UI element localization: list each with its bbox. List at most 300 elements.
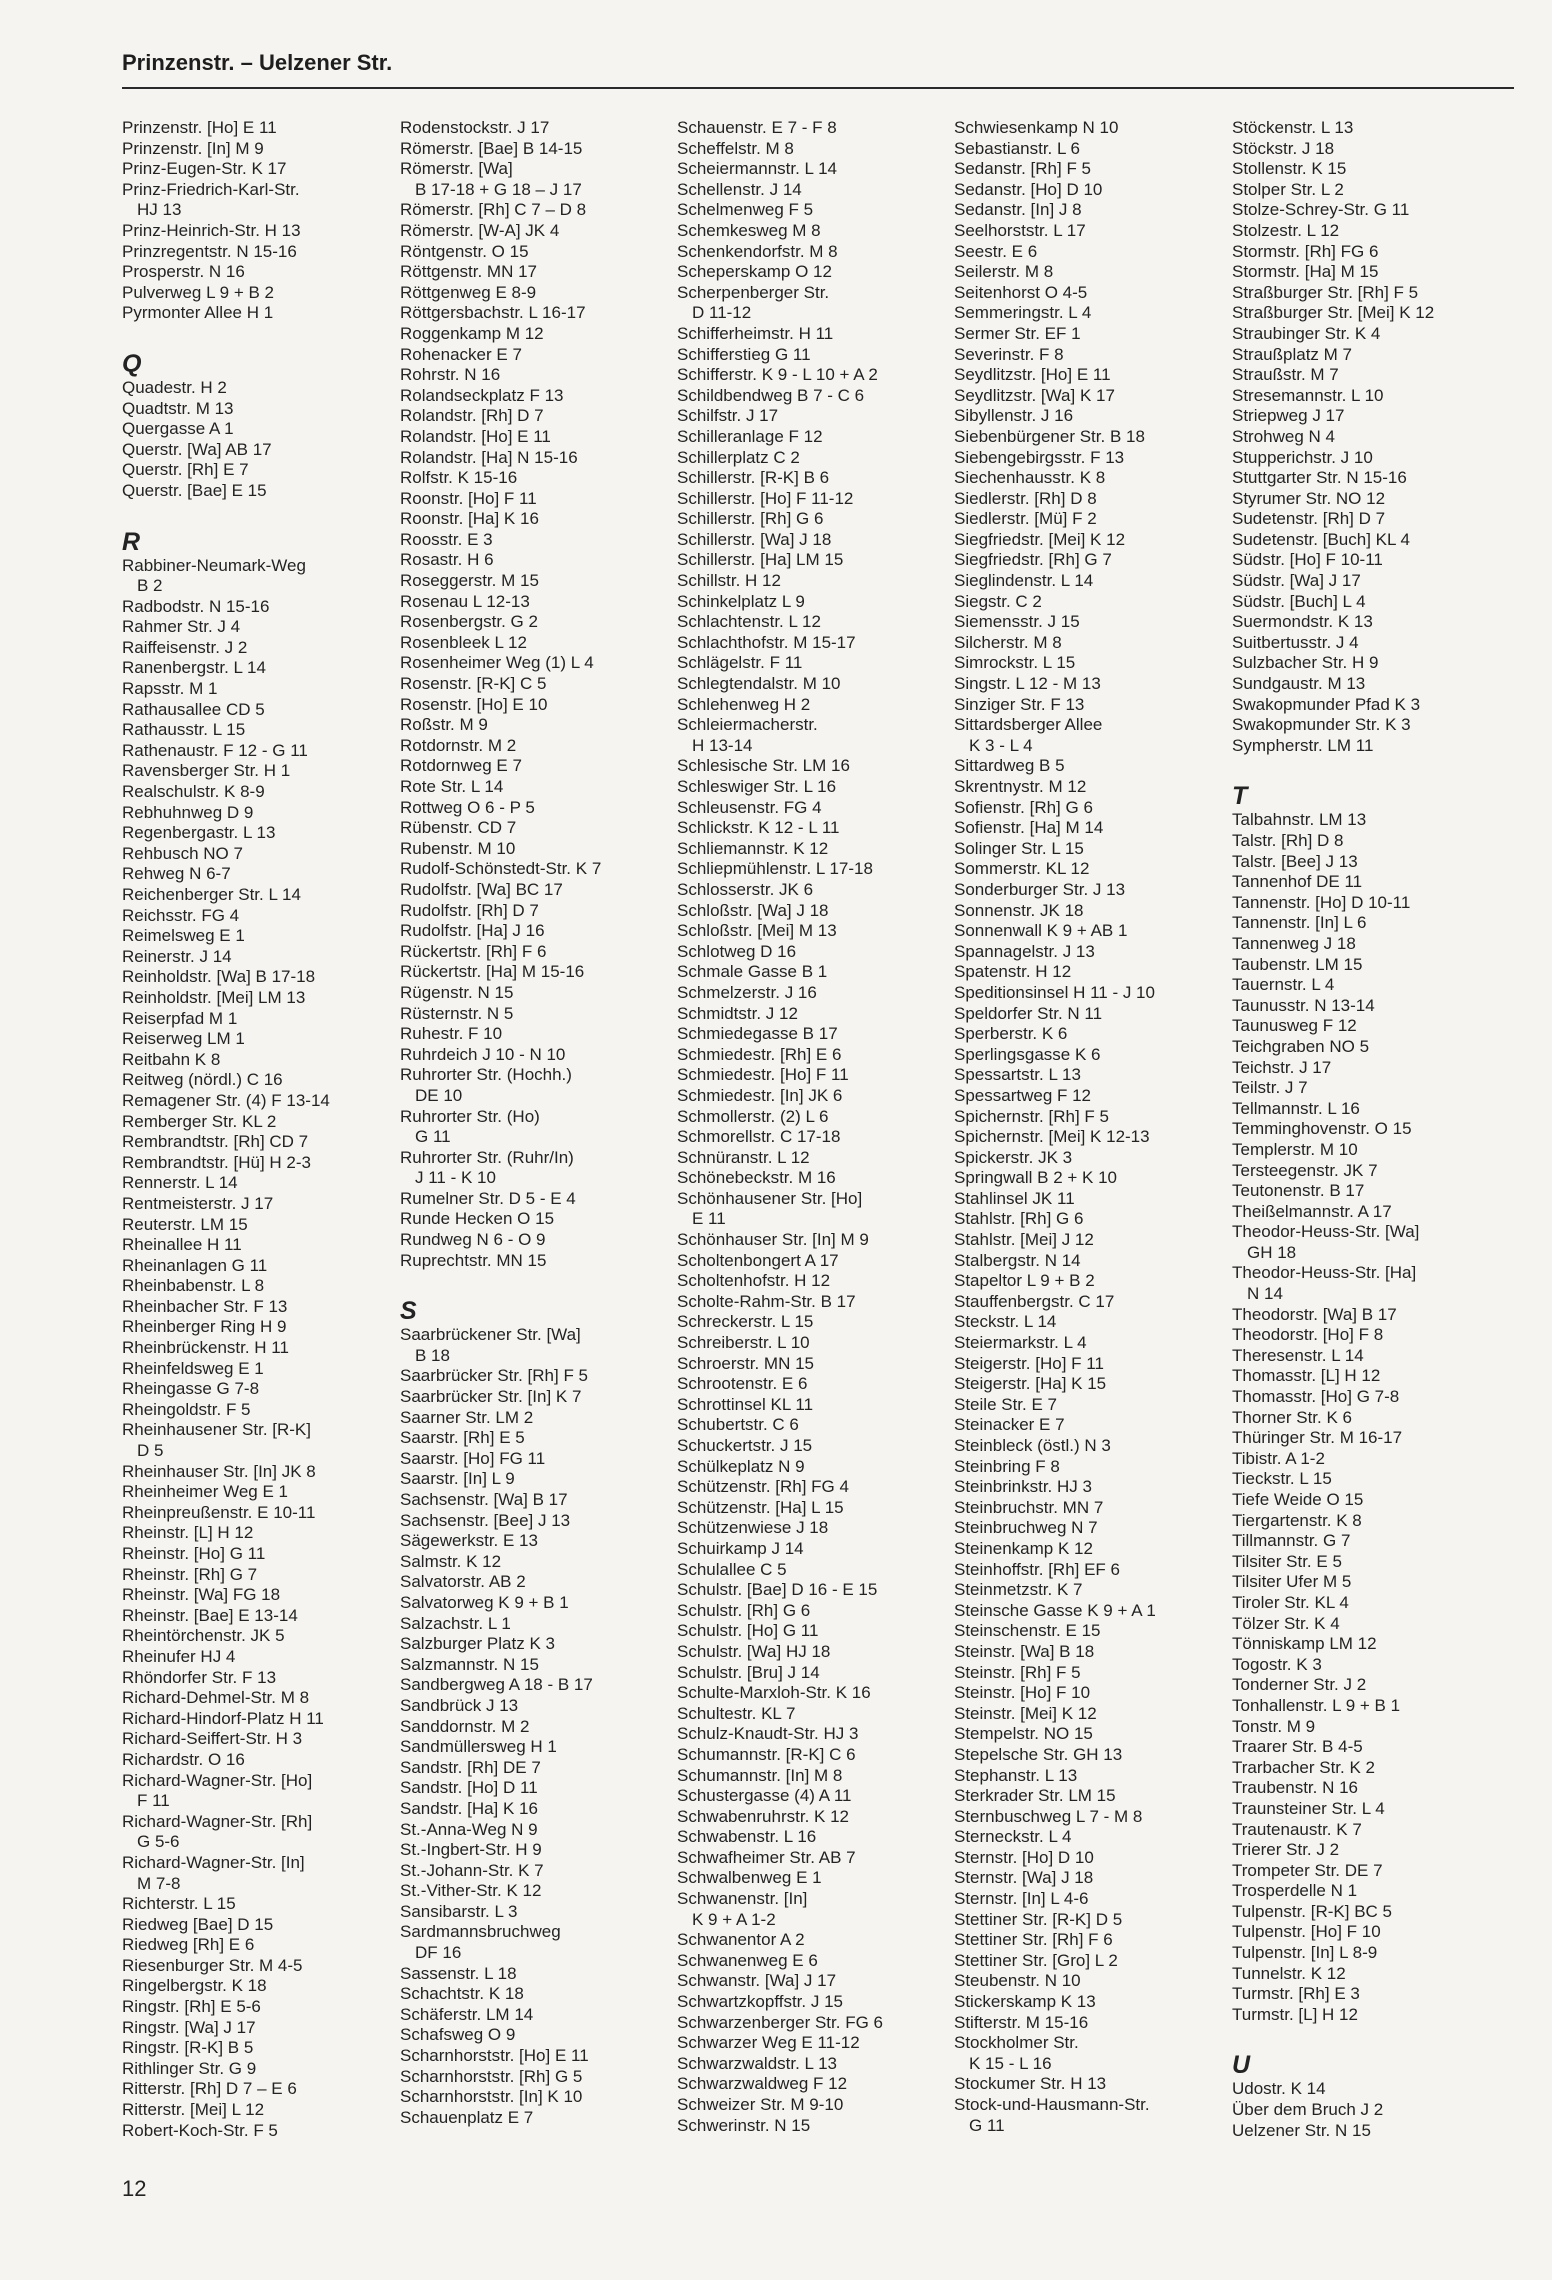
street-entry: Schultestr. KL 7	[677, 1703, 796, 1723]
street-entry: Rosenheimer Weg (1) L 4	[400, 653, 594, 673]
street-entry: Straßburger Str. [Rh] F 5	[1232, 282, 1419, 302]
street-entry: Rheinpreußenstr. E 10-11	[122, 1502, 316, 1522]
street-entry	[122, 1771, 397, 1812]
section-letter-heading: S	[400, 1297, 417, 1326]
street-entry	[677, 283, 952, 324]
street-entry: Schemkesweg M 8	[677, 220, 821, 240]
street-entry: Südstr. [Ho] F 10-11	[1232, 550, 1383, 570]
street-entry: Ringstr. [Rh] E 5-6	[122, 1997, 261, 2017]
street-entry: Siegfriedstr. [Rh] G 7	[954, 550, 1112, 570]
street-entry: Rapsstr. M 1	[122, 679, 218, 699]
street-entry: Sternstr. [Wa] J 18	[954, 1868, 1094, 1888]
street-entry: Stephanstr. L 13	[954, 1765, 1078, 1785]
street-entry: Scharnhorststr. [Ho] E 11	[400, 2046, 589, 2066]
street-entry: Prinz-Heinrich-Str. H 13	[122, 220, 301, 240]
street-entry: Steinsche Gasse K 9 + A 1	[954, 1600, 1156, 1620]
street-entry: Prinzenstr. [In] M 9	[122, 138, 264, 158]
street-entry: Schachtstr. K 18	[400, 1984, 524, 2004]
street-entry	[122, 556, 397, 597]
street-entry: Schnüranstr. L 12	[677, 1147, 810, 1167]
street-entry: Salvatorstr. AB 2	[400, 1572, 526, 1592]
street-entry: Stormstr. [Rh] FG 6	[1232, 241, 1379, 261]
street-entry: Stalbergstr. N 14	[954, 1250, 1081, 1270]
street-entry: Querstr. [Wa] AB 17	[122, 439, 272, 459]
street-entry: Steinbruchstr. MN 7	[954, 1497, 1104, 1517]
grid-reference: M 7-8	[137, 1873, 181, 1893]
street-entry: Sandmüllersweg H 1	[400, 1737, 557, 1757]
street-entry: Rosenstr. [Ho] E 10	[400, 694, 548, 714]
street-entry: Quadestr. H 2	[122, 377, 227, 397]
street-entry: Realschulstr. K 8-9	[122, 782, 265, 802]
street-entry: Rheinhauser Str. [In] JK 8	[122, 1461, 316, 1481]
street-entry: Rheinstr. [Bae] E 13-14	[122, 1605, 298, 1625]
street-entry: Raiffeisenstr. J 2	[122, 637, 248, 657]
street-entry: Schuckertstr. J 15	[677, 1436, 813, 1455]
street-entry	[400, 1325, 675, 1366]
street-entry: Trosperdelle N 1	[1232, 1881, 1358, 1901]
street-entry: Reuterstr. LM 15	[122, 1214, 248, 1234]
street-entry: Reichenberger Str. L 14	[122, 885, 301, 904]
index-column-5	[1232, 118, 1507, 2141]
street-entry: Schönebeckstr. M 16	[677, 1168, 836, 1188]
street-entry: Spannagelstr. J 13	[954, 941, 1095, 961]
street-entry: Rotdornstr. M 2	[400, 735, 517, 755]
street-entry: Stapeltor L 9 + B 2	[954, 1271, 1095, 1291]
street-entry: Scholtenhofstr. H 12	[677, 1271, 831, 1291]
section-letter-heading: T	[1232, 782, 1248, 811]
grid-reference: K 15 - L 16	[969, 2053, 1052, 2073]
street-entry: Stöckenstr. L 13	[1232, 118, 1354, 137]
index-column-3	[677, 118, 952, 2136]
street-entry: Thüringer Str. M 16-17	[1232, 1428, 1403, 1448]
street-entry: Severinstr. F 8	[954, 344, 1064, 364]
street-entry: Sonnenstr. JK 18	[954, 900, 1084, 920]
street-entry: Seestr. E 6	[954, 241, 1038, 261]
street-entry: Rathausstr. L 15	[122, 720, 246, 740]
grid-reference: G 11	[969, 2115, 1005, 2135]
street-entry: Schützenwiese J 18	[677, 1518, 829, 1538]
street-entry: Stauffenbergstr. C 17	[954, 1291, 1115, 1311]
street-name: Stockholmer Str.	[954, 2033, 1079, 2053]
street-entry: Rembrandtstr. [Hü] H 2-3	[122, 1152, 311, 1172]
street-entry: Siechenhausstr. K 8	[954, 468, 1106, 488]
street-entry	[677, 715, 952, 756]
street-entry: Talstr. [Rh] D 8	[1232, 831, 1344, 850]
street-entry: Rolandseckplatz F 13	[400, 385, 564, 405]
street-entry: Tieckstr. L 15	[1232, 1469, 1332, 1489]
street-entry: Sansibarstr. L 3	[400, 1901, 518, 1921]
street-entry: Rohenacker E 7	[400, 344, 522, 364]
street-entry: Striepweg J 17	[1232, 406, 1345, 426]
street-entry: Roßstr. M 9	[400, 715, 488, 735]
street-entry: Sandbrück J 13	[400, 1695, 519, 1715]
street-entry: Schützenstr. [Rh] FG 4	[677, 1477, 849, 1497]
street-entry: Siedlerstr. [Rh] D 8	[954, 488, 1097, 508]
street-entry: Ruhestr. F 10	[400, 1024, 503, 1044]
street-entry	[122, 1853, 397, 1894]
street-entry: Rheinufer HJ 4	[122, 1646, 236, 1666]
street-entry: Teutonenstr. B 17	[1232, 1181, 1365, 1201]
street-entry: Südstr. [Wa] J 17	[1232, 571, 1361, 591]
street-entry: Styrumer Str. NO 12	[1232, 488, 1386, 508]
street-entry: Schustergasse (4) A 11	[677, 1786, 852, 1806]
street-entry: Schellenstr. J 14	[677, 179, 802, 199]
street-entry: Thomasstr. [L] H 12	[1232, 1366, 1381, 1386]
street-entry: Sittardweg B 5	[954, 756, 1065, 776]
street-entry: Schulte-Marxloh-Str. K 16	[677, 1683, 871, 1703]
street-entry: Schwartzkopffstr. J 15	[677, 1992, 843, 2012]
street-entry: Rathenaustr. F 12 - G 11	[122, 740, 308, 760]
street-entry: Rheinstr. [Wa] FG 18	[122, 1585, 281, 1605]
street-entry: Steckstr. L 14	[954, 1312, 1057, 1332]
street-entry: Stolze-Schrey-Str. G 11	[1232, 200, 1410, 220]
street-entry: Rosenstr. [R-K] C 5	[400, 674, 547, 694]
street-entry: Tannenweg J 18	[1232, 933, 1356, 953]
section-letter-heading: R	[122, 527, 141, 556]
street-entry: Reichsstr. FG 4	[122, 905, 240, 925]
street-entry: Remberger Str. KL 2	[122, 1111, 277, 1131]
street-entry: Stepelsche Str. GH 13	[954, 1744, 1123, 1764]
street-name: Scherpenberger Str.	[677, 282, 830, 302]
street-entry: Springwall B 2 + K 10	[954, 1168, 1118, 1188]
street-entry: Trautenaustr. K 7	[1232, 1819, 1362, 1839]
street-entry: Strohweg N 4	[1232, 426, 1335, 446]
street-entry	[1232, 1263, 1507, 1304]
street-entry: Stolper Str. L 2	[1232, 179, 1344, 199]
grid-reference: B 17-18 + G 18 – J 17	[415, 179, 582, 199]
street-entry: Sandstr. [Rh] DE 7	[400, 1757, 541, 1777]
street-entry: Salzburger Platz K 3	[400, 1634, 555, 1654]
street-entry: Rudolfstr. [Rh] D 7	[400, 900, 539, 920]
street-entry: Reiserpfad M 1	[122, 1008, 238, 1028]
street-name: Richard-Wagner-Str. [Ho]	[122, 1770, 313, 1790]
street-entry: Schleusenstr. FG 4	[677, 797, 822, 817]
street-entry: Saarbrücker Str. [In] K 7	[400, 1387, 582, 1407]
grid-reference: F 11	[137, 1791, 170, 1811]
street-entry: Trierer Str. J 2	[1232, 1840, 1340, 1860]
street-entry: Rumelner Str. D 5 - E 4	[400, 1188, 576, 1208]
street-name: Schwanenstr. [In]	[677, 1889, 808, 1909]
street-entry: Schreckerstr. L 15	[677, 1312, 814, 1332]
street-entry: Schelmenweg F 5	[677, 200, 814, 220]
street-entry: Schauenplatz E 7	[400, 2107, 534, 2127]
street-entry: Rehweg N 6-7	[122, 864, 231, 884]
street-entry: Tonderner Str. J 2	[1232, 1675, 1367, 1695]
street-entry: Rolandstr. [Rh] D 7	[400, 406, 544, 426]
street-entry: Steinmetzstr. K 7	[954, 1580, 1083, 1600]
grid-reference: N 14	[1247, 1284, 1283, 1304]
street-entry: Steinhoffstr. [Rh] EF 6	[954, 1559, 1120, 1579]
street-entry: Taunusweg F 12	[1232, 1016, 1357, 1036]
street-name: Richard-Wagner-Str. [In]	[122, 1852, 305, 1872]
street-entry: Suermondstr. K 13	[1232, 612, 1373, 632]
street-entry: Scheiermannstr. L 14	[677, 159, 838, 179]
street-entry: Rentmeisterstr. J 17	[122, 1193, 274, 1213]
street-entry: Sieglindenstr. L 14	[954, 571, 1094, 591]
street-name: Rheinhausener Str. [R-K]	[122, 1420, 311, 1440]
street-entry: Robert-Koch-Str. F 5	[122, 2120, 278, 2140]
street-entry: Spichernstr. [Mei] K 12-13	[954, 1127, 1150, 1147]
street-entry: Rheinheimer Weg E 1	[122, 1482, 288, 1502]
street-entry: Schulstr. [Bru] J 14	[677, 1662, 820, 1682]
street-entry: Seydlitzstr. [Wa] K 17	[954, 385, 1115, 405]
street-entry: Togostr. K 3	[1232, 1654, 1322, 1674]
street-entry: Reiserweg LM 1	[122, 1029, 245, 1049]
street-entry: Schwarzwaldstr. L 13	[677, 2053, 837, 2073]
street-entry: Traarer Str. B 4-5	[1232, 1737, 1363, 1757]
street-entry: Uelzener Str. N 15	[1232, 2120, 1371, 2140]
street-entry: Steinstr. [Wa] B 18	[954, 1641, 1095, 1661]
street-entry: Stöckstr. J 18	[1232, 138, 1335, 158]
street-entry: Sinziger Str. F 13	[954, 694, 1085, 714]
street-entry: Richardstr. O 16	[122, 1749, 245, 1769]
street-entry: Rheinbabenstr. L 8	[122, 1276, 265, 1296]
street-entry: Steinstr. [Rh] F 5	[954, 1662, 1081, 1682]
street-entry: Speldorfer Str. N 11	[954, 1003, 1103, 1023]
street-entry: Schillerstr. [Ho] F 11-12	[677, 488, 854, 508]
street-entry: Sassenstr. L 18	[400, 1963, 517, 1983]
street-entry: Steinstr. [Mei] K 12	[954, 1703, 1097, 1723]
street-entry	[400, 159, 675, 200]
street-entry: Ritterstr. [Rh] D 7 – E 6	[122, 2079, 297, 2099]
street-entry: Sternstr. [In] L 4-6	[954, 1889, 1089, 1909]
street-entry: Sandbergweg A 18 - B 17	[400, 1675, 593, 1695]
street-entry: Tillmannstr. G 7	[1232, 1531, 1351, 1551]
street-entry: Schwanentor A 2	[677, 1930, 805, 1950]
street-entry: Schmorellstr. C 17-18	[677, 1127, 841, 1147]
street-entry: Steinbruchweg N 7	[954, 1518, 1098, 1538]
street-entry: Saarbrücker Str. [Rh] F 5	[400, 1366, 589, 1386]
street-entry: Roggenkamp M 12	[400, 323, 544, 343]
street-entry: Tannenstr. [In] L 6	[1232, 913, 1367, 933]
street-entry: Schwerinstr. N 15	[677, 2115, 811, 2135]
street-entry: Sudetenstr. [Rh] D 7	[1232, 509, 1386, 529]
street-name: Theodor-Heuss-Str. [Wa]	[1232, 1222, 1420, 1242]
street-entry: Riedweg [Rh] E 6	[122, 1935, 255, 1955]
street-entry: Sulzbacher Str. H 9	[1232, 653, 1379, 673]
street-entry: Schillerstr. [Ha] LM 15	[677, 550, 844, 570]
street-entry: Rathausallee CD 5	[122, 699, 265, 719]
street-entry: Talbahnstr. LM 13	[1232, 810, 1367, 830]
street-entry: Teichgraben NO 5	[1232, 1036, 1370, 1056]
street-entry: Reinholdstr. [Wa] B 17-18	[122, 967, 316, 987]
street-entry: Stockumer Str. H 13	[954, 2074, 1107, 2094]
street-entry: Seilerstr. M 8	[954, 262, 1054, 282]
street-entry: Sofienstr. [Rh] G 6	[954, 797, 1093, 817]
street-entry: Stempelstr. NO 15	[954, 1724, 1093, 1744]
street-entry: Schlachthofstr. M 15-17	[677, 632, 856, 652]
street-entry	[954, 2095, 1229, 2136]
header-rule	[122, 87, 1514, 89]
street-entry: Turmstr. [Rh] E 3	[1232, 1984, 1360, 2004]
street-entry: Steigerstr. [Ha] K 15	[954, 1374, 1107, 1394]
street-entry: Saarstr. [Rh] E 5	[400, 1428, 525, 1448]
street-entry: Rudolfstr. [Ha] J 16	[400, 921, 545, 941]
street-entry: Rheinallee H 11	[122, 1235, 242, 1255]
street-entry: Sedanstr. [In] J 8	[954, 200, 1082, 220]
street-entry: Sternbuschweg L 7 - M 8	[954, 1806, 1143, 1826]
street-entry: Schwabenruhrstr. K 12	[677, 1806, 849, 1826]
street-entry: Siemensstr. J 15	[954, 612, 1080, 632]
street-entry: Sperberstr. K 6	[954, 1024, 1068, 1044]
street-entry: Spichernstr. [Rh] F 5	[954, 1106, 1109, 1126]
street-entry: Schönhauser Str. [In] M 9	[677, 1230, 869, 1250]
street-entry: Straußstr. M 7	[1232, 365, 1339, 385]
street-entry: Rügenstr. N 15	[400, 982, 514, 1002]
street-entry: Schwabenstr. L 16	[677, 1827, 817, 1847]
street-entry: Stickerskamp K 13	[954, 1992, 1096, 2012]
street-entry: Sandstr. [Ha] K 16	[400, 1798, 538, 1818]
street-entry: Rolandstr. [Ho] E 11	[400, 426, 551, 446]
street-entry: Schäferstr. LM 14	[400, 2004, 534, 2024]
street-entry: Thorner Str. K 6	[1232, 1407, 1352, 1427]
street-entry: Rhöndorfer Str. F 13	[122, 1667, 277, 1687]
street-entry: Richard-Dehmel-Str. M 8	[122, 1688, 310, 1708]
street-entry: Seitenhorst O 4-5	[954, 282, 1088, 302]
street-entry: Schleswiger Str. L 16	[677, 777, 837, 796]
street-entry: Querstr. [Bae] E 15	[122, 480, 267, 500]
street-entry: Rheinstr. [L] H 12	[122, 1523, 254, 1543]
street-entry: Sibyllenstr. J 16	[954, 406, 1074, 426]
street-entry: Sundgaustr. M 13	[1232, 674, 1366, 694]
street-name: Stock-und-Hausmann-Str.	[954, 2095, 1150, 2114]
street-entry: Semmeringstr. L 4	[954, 303, 1092, 323]
street-entry: Schulallee C 5	[677, 1559, 787, 1579]
street-name: Theodor-Heuss-Str. [Ha]	[1232, 1263, 1417, 1283]
street-entry: Schliepmühlenstr. L 17-18	[677, 859, 873, 879]
street-entry: Speditionsinsel H 11 - J 10	[954, 982, 1155, 1002]
street-entry: Sebastianstr. L 6	[954, 138, 1081, 158]
street-entry: Schillerstr. [R-K] B 6	[677, 468, 830, 488]
street-entry: Regenbergastr. L 13	[122, 823, 276, 843]
street-entry: Sterkrader Str. LM 15	[954, 1786, 1116, 1806]
street-entry: Rolfstr. K 15-16	[400, 468, 518, 488]
street-entry: Schützenstr. [Ha] L 15	[677, 1497, 844, 1517]
section-letter-heading: U	[1232, 2051, 1251, 2080]
street-name: Ruhrorter Str. (Ho)	[400, 1106, 540, 1126]
street-entry: Rotdornweg E 7	[400, 756, 522, 776]
street-entry: Straubinger Str. K 4	[1232, 323, 1381, 343]
street-entry: Schulstr. [Wa] HJ 18	[677, 1641, 831, 1661]
street-entry: Salzmannstr. N 15	[400, 1654, 539, 1674]
street-entry	[400, 1148, 675, 1189]
street-entry: Prinzenstr. [Ho] E 11	[122, 118, 277, 137]
street-entry: Sternstr. [Ho] D 10	[954, 1847, 1094, 1867]
street-entry: Steinbrinkstr. HJ 3	[954, 1477, 1092, 1497]
street-entry: Spessartweg F 12	[954, 1085, 1092, 1105]
street-entry: Spatenstr. H 12	[954, 962, 1072, 982]
street-entry: Schulz-Knaudt-Str. HJ 3	[677, 1724, 859, 1744]
street-entry: Suitbertusstr. J 4	[1232, 632, 1359, 652]
street-entry: Riesenburger Str. M 4-5	[122, 1955, 303, 1975]
street-entry: Schumannstr. [In] M 8	[677, 1765, 843, 1785]
street-entry: Sedanstr. [Rh] F 5	[954, 159, 1092, 179]
street-entry: Ringelbergstr. K 18	[122, 1976, 267, 1996]
street-entry: Stifterstr. M 15-16	[954, 2012, 1089, 2032]
street-entry: Tiroler Str. KL 4	[1232, 1592, 1349, 1612]
street-entry: Schifferstieg G 11	[677, 344, 811, 364]
street-entry: Theißelmannstr. A 17	[1232, 1201, 1392, 1221]
street-entry: Trarbacher Str. K 2	[1232, 1757, 1375, 1777]
street-entry: Ruprechtstr. MN 15	[400, 1250, 547, 1270]
street-entry: Ritterstr. [Mei] L 12	[122, 2100, 265, 2120]
street-entry: St.-Ingbert-Str. H 9	[400, 1840, 542, 1860]
street-entry: Richard-Hindorf-Platz H 11	[122, 1708, 324, 1728]
street-entry: Tannenhof DE 11	[1232, 872, 1363, 892]
street-entry: Rückertstr. [Rh] F 6	[400, 941, 547, 961]
street-entry: Rheinbacher Str. F 13	[122, 1296, 288, 1316]
street-entry	[1232, 1222, 1507, 1263]
street-entry: Stettiner Str. [Rh] F 6	[954, 1930, 1113, 1950]
street-entry: Steinenkamp K 12	[954, 1538, 1093, 1558]
street-entry: Steinacker E 7	[954, 1415, 1065, 1435]
street-entry: Rheinstr. [Rh] G 7	[122, 1564, 258, 1584]
street-entry: Rudolfstr. [Wa] BC 17	[400, 879, 563, 899]
grid-reference: K 9 + A 1-2	[692, 1909, 776, 1929]
street-entry: Rheinfeldsweg E 1	[122, 1358, 264, 1378]
street-entry: Ringstr. [R-K] B 5	[122, 2038, 254, 2058]
street-entry: Seydlitzstr. [Ho] E 11	[954, 365, 1111, 385]
street-entry: Trompeter Str. DE 7	[1232, 1860, 1383, 1880]
street-entry: Talstr. [Bee] J 13	[1232, 851, 1358, 871]
street-entry: Salzachstr. L 1	[400, 1613, 511, 1633]
street-entry: Rudolf-Schönstedt-Str. K 7	[400, 859, 602, 879]
street-entry: Tonhallenstr. L 9 + B 1	[1232, 1695, 1401, 1715]
street-entry: Schwafheimer Str. AB 7	[677, 1847, 856, 1867]
street-entry: Swakopmunder Str. K 3	[1232, 715, 1411, 735]
street-entry	[122, 1812, 397, 1853]
street-entry: Rübenstr. CD 7	[400, 818, 517, 838]
street-entry: Saarstr. [In] L 9	[400, 1469, 515, 1489]
street-entry: Schauenstr. E 7 - F 8	[677, 118, 837, 137]
street-entry: Schulstr. [Rh] G 6	[677, 1600, 811, 1620]
street-entry: Schumannstr. [R-K] C 6	[677, 1744, 856, 1764]
street-entry: Tiergartenstr. K 8	[1232, 1510, 1362, 1530]
street-entry: Stollenstr. K 15	[1232, 159, 1347, 179]
street-entry: Templerstr. M 10	[1232, 1139, 1358, 1159]
street-entry: Tönniskamp LM 12	[1232, 1634, 1377, 1654]
street-entry: Stormstr. [Ha] M 15	[1232, 262, 1379, 282]
street-entry: Rote Str. L 14	[400, 777, 504, 796]
street-name: Sardmannsbruchweg	[400, 1922, 561, 1942]
street-entry: Über dem Bruch J 2	[1232, 2100, 1384, 2120]
street-entry: Straßburger Str. [Mei] K 12	[1232, 303, 1435, 323]
street-entry: Tunnelstr. K 12	[1232, 1963, 1346, 1983]
page-title: Prinzenstr. – Uelzener Str.	[122, 50, 393, 75]
street-entry: Ranenbergstr. L 14	[122, 658, 266, 678]
street-entry: Schenkendorfstr. M 8	[677, 241, 838, 261]
street-entry: Querstr. [Rh] E 7	[122, 460, 249, 480]
street-entry: Siegstr. C 2	[954, 591, 1042, 611]
grid-reference: E 11	[692, 1209, 726, 1229]
grid-reference: K 3 - L 4	[969, 735, 1033, 755]
street-entry: Theresenstr. L 14	[1232, 1345, 1364, 1365]
grid-reference: DE 10	[415, 1085, 463, 1105]
street-entry: Schrottinsel KL 11	[677, 1394, 814, 1414]
street-entry: Saarstr. [Ho] FG 11	[400, 1448, 546, 1468]
street-name: Saarbrückener Str. [Wa]	[400, 1325, 581, 1345]
grid-reference: J 11 - K 10	[415, 1168, 496, 1188]
street-entry: Tonstr. M 9	[1232, 1716, 1316, 1736]
street-entry: Schillerplatz C 2	[677, 447, 800, 467]
street-entry: Singstr. L 12 - M 13	[954, 674, 1101, 694]
street-entry: Straußplatz M 7	[1232, 344, 1352, 364]
street-entry: Teilstr. J 7	[1232, 1078, 1308, 1098]
street-entry: Rennerstr. L 14	[122, 1173, 238, 1193]
street-entry	[677, 1189, 952, 1230]
street-entry: Schafsweg O 9	[400, 2025, 516, 2045]
grid-reference: G 11	[415, 1127, 451, 1147]
